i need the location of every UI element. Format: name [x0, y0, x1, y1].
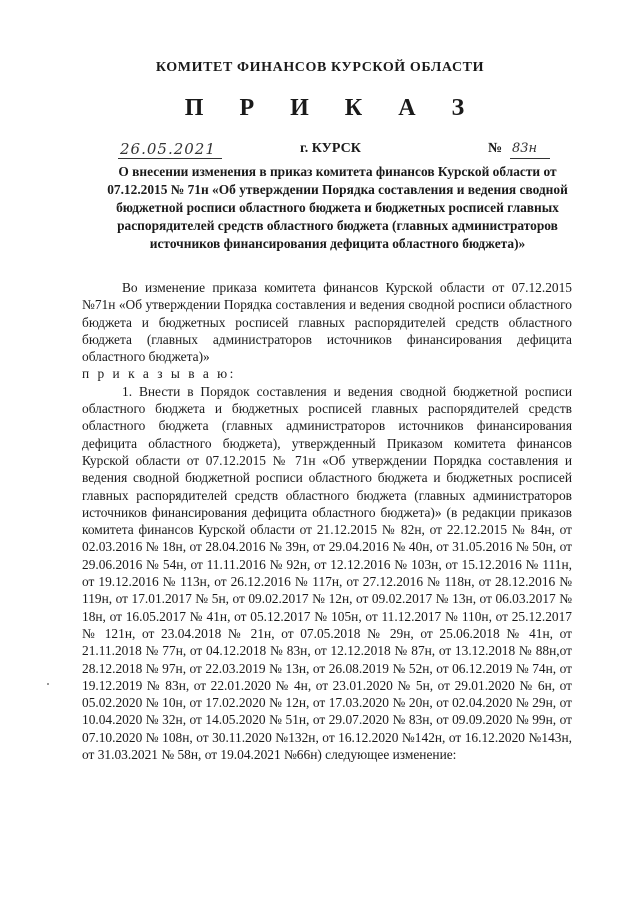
number-field [510, 140, 550, 159]
document-subject: О внесении изменения в приказ комитета финансов Курской области от 07.12.2015 № 71н «Об утверждении Порядка составления и ведения сводной бюджетной росписи областного бюджета и бюджетных росписей главных распорядителей средств областного бюджета (главных администраторов источников финансирования дефицита областного бюджета)» [107, 164, 568, 251]
number-label: № [488, 141, 503, 156]
document-type-title: П Р И К А З [184, 95, 480, 121]
date-field [118, 140, 222, 159]
order-word: п р и к а з ы в а ю: [82, 366, 236, 382]
city-label: г. КУРСК [300, 141, 361, 156]
handwritten-date: 26.05.2021 [120, 140, 216, 158]
item-1-paragraph: 1. Внести в Порядок составления и ведения сводной бюджетной росписи областного бюджета и бюджетных росписей главных распорядителей средств областного бюджета (главных администраторов источников финансирования дефицита областного бюджета), утвержденный Приказом комитета финансов Курской области от 07.12.2015 № 71н «Об утверждении Порядка составления и ведения сводной бюджетной росписи областного бюджета и бюджетных росписей главных распорядителей средств областного бюджета (главных администраторов источников финансирования дефицита областного бюджета)» (в редакции приказов комитета финансов Курской области от 21.12.2015 № 82н, от 22.12.2015 № 84н, от 02.03.2016 № 18н, от 28.04.2016 № 39н, от 29.04.2016 № 40н, от 31.05.2016 № 50н, от 29.06.2016 № 54н, от 11.11.2016 № 92н, от 12.12.2016 № 103н, от 15.12.2016 № 111н, от 19.12.2016 № 113н, от 26.12.2016 № 117н, от 27.12.2016 № 118н, от 28.12.2016 № 119н, от 17.01.2017 № 5н, от 09.02.2017 № 12н, от 09.02.2017 № 13н, от 06.03.2017 № 18н, от 16.05.2017 № 41н, от 05.12.2017 № 105н, от 11.12.2017 № 110н, от 25.12.2017 № 121н, от 23.04.2018 № 21н, от 07.05.2018 № 29н, от 25.06.2018 № 41н, от 21.11.2018 № 77н, от 04.12.2018 № 83н, от 12.12.2018 № 87н, от 13.12.2018 № 88н,от 28.12.2018 № 97н, от 22.03.2019 № 13н, от 26.08.2019 № 52н, от 06.12.2019 № 74н, от 19.12.2019 № 83н, от 22.01.2020 № 4н, от 23.01.2020 № 5н, от 29.01.2020 № 6н, от 05.02.2020 № 10н, от 17.02.2020 № 12н, от 17.03.2020 № 20н, от 02.04.2020 № 29н, от 10.04.2020 № 32н, от 14.05.2020 № 51н, от 29.07.2020 № 83н, от 09.09.2020 № 99н, от 07.10.2020 № 108н, от 30.11.2020 №132н, от 16.12.2020 №142н, от 16.12.2020 №143н, от 31.03.2021 № 58н, от 19.04.2021 №66н) следующее изменение: [82, 383, 572, 763]
preamble-paragraph: Во изменение приказа комитета финансов Курской области от 07.12.2015 №71н «Об утверждении Порядка составления и ведения сводной росписи областного бюджета и бюджетных росписей главных распорядителей средств областного бюджета (главных администраторов источников финансирования дефицита областного бюджета)» [82, 280, 572, 365]
scan-speck [47, 683, 49, 685]
document-body [82, 279, 572, 763]
organization-name: КОМИТЕТ ФИНАНСОВ КУРСКОЙ ОБЛАСТИ [155, 60, 485, 75]
handwritten-number: 83н [512, 141, 538, 156]
